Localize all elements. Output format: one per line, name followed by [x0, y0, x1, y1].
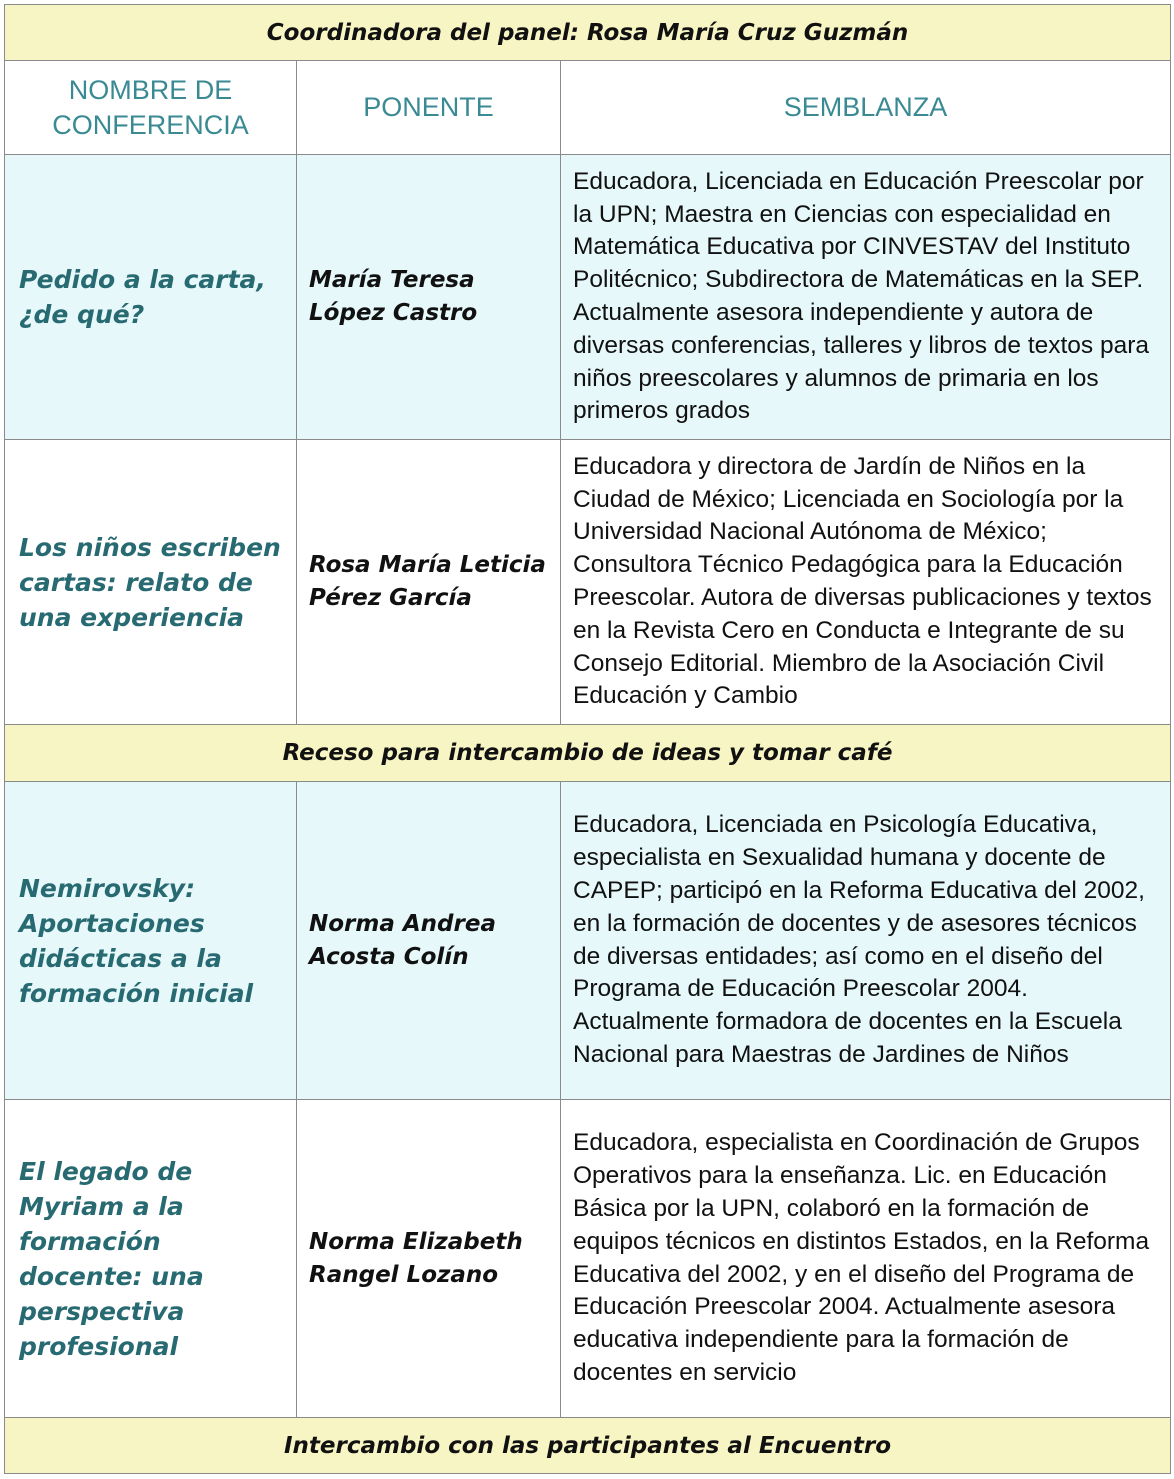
header-conference-name: NOMBRE DE CONFERENCIA: [5, 61, 297, 155]
speaker-name: Norma Andrea Acosta Colín: [297, 782, 561, 1100]
speaker-name: Rosa María Leticia Pérez García: [297, 440, 561, 725]
coordinator-banner: Coordinadora del panel: Rosa María Cruz Guzmán: [5, 5, 1171, 61]
conference-title: Nemirovsky: Aportaciones didácticas a la formación inicial: [5, 782, 297, 1100]
speaker-name: María Teresa López Castro: [297, 155, 561, 440]
table-row: [5, 1100, 1171, 1418]
speaker-biography: Educadora y directora de Jardín de Niños en la Ciudad de México; Licenciada en Sociología por la Universidad Nacional Autónoma de México; Consultora Técnico Pedagógica para la Educación Preescolar. Autora de diversas publicaciones y textos en la Revista Cero en Conducta e Integrante de su Consejo Editorial. Miembro de la Asociación Civil Educación y Cambio: [561, 440, 1171, 725]
header-biography: SEMBLANZA: [561, 61, 1171, 155]
speaker-biography: Educadora, Licenciada en Psicología Educativa, especialista en Sexualidad humana y docente de CAPEP; participó en la Reforma Educativa del 2002, en la formación de docentes y de asesores técnicos de diversas entidades; así como en el diseño del Programa de Educación Preescolar 2004. Actualmente formadora de docentes en la Escuela Nacional para Maestras de Jardines de Niños: [561, 782, 1171, 1100]
speaker-biography: Educadora, Licenciada en Educación Preescolar por la UPN; Maestra en Ciencias con especialidad en Matemática Educativa por CINVESTAV del Instituto Politécnico; Subdirectora de Matemáticas en la SEP. Actualmente asesora independiente y autora de diversas conferencias, talleres y libros de textos para niños preescolares y alumnos de primaria en los primeros grados: [561, 155, 1171, 440]
break-banner: Receso para intercambio de ideas y tomar café: [5, 725, 1171, 782]
panel-table: [4, 4, 1171, 1474]
table-row: [5, 782, 1171, 1100]
table-row: [5, 155, 1171, 440]
conference-title: Los niños escriben cartas: relato de una experiencia: [5, 440, 297, 725]
table-row: [5, 440, 1171, 725]
header-speaker: PONENTE: [297, 61, 561, 155]
conference-title: El legado de Myriam a la formación docente: una perspectiva profesional: [5, 1100, 297, 1418]
speaker-biography: Educadora, especialista en Coordinación de Grupos Operativos para la enseñanza. Lic. en Educación Básica por la UPN, colaboró en la formación de equipos técnicos en distintos Estados, en la Reforma Educativa del 2002, y en el diseño del Programa de Educación Preescolar 2004. Actualmente asesora educativa independiente para la formación de docentes en servicio: [561, 1100, 1171, 1418]
closing-banner: Intercambio con las participantes al Encuentro: [5, 1418, 1171, 1474]
speaker-name: Norma Elizabeth Rangel Lozano: [297, 1100, 561, 1418]
conference-title: Pedido a la carta, ¿de qué?: [5, 155, 297, 440]
